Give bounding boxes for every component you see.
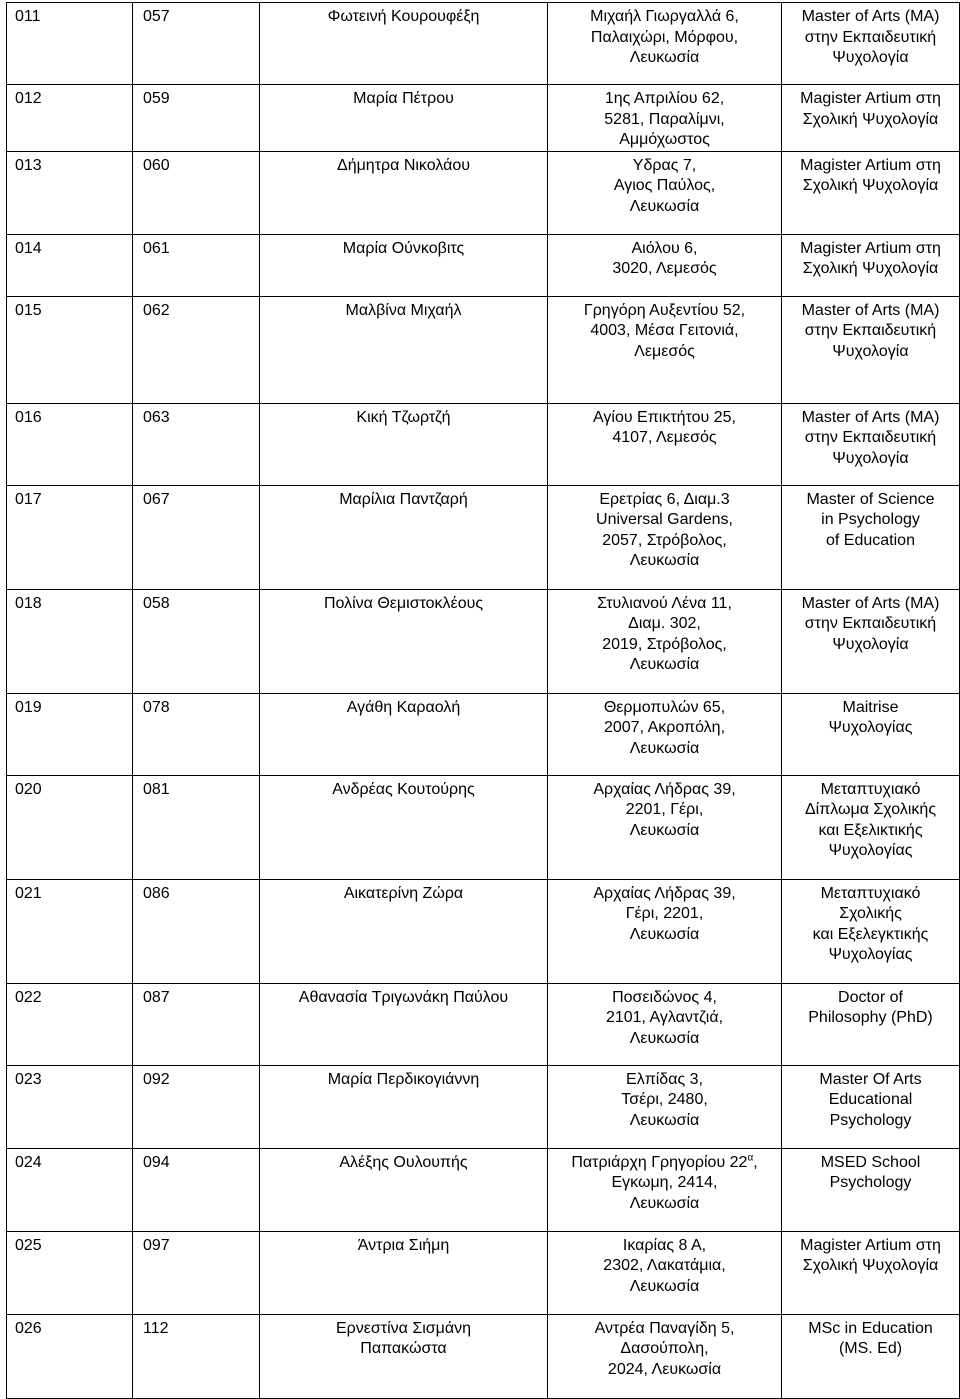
degree: MSc in Education (MS. Ed) — [782, 1314, 960, 1398]
registration-code: 097 — [133, 1231, 260, 1314]
degree: Master of Science in Psychology of Education — [782, 485, 960, 589]
registration-code: 057 — [133, 3, 260, 85]
row-number: 011 — [7, 3, 133, 85]
person-name: Μαλβίνα Μιχαήλ — [260, 296, 548, 403]
degree: Μεταπτυχιακό Σχολικής και Εξελεγκτικής Ψυχολογίας — [782, 879, 960, 983]
address: Αντρέα Παναγίδη 5, Δασούπολη, 2024, Λευκωσία — [548, 1314, 782, 1398]
address: Υδρας 7, Αγιος Παύλος, Λευκωσία — [548, 151, 782, 234]
degree: Master of Arts (MA) στην Εκπαιδευτική Ψυχολογία — [782, 589, 960, 693]
row-number: 023 — [7, 1065, 133, 1148]
person-name: Φωτεινή Κουρουφέξη — [260, 3, 548, 85]
address: Αρχαίας Λήδρας 39, 2201, Γέρι, Λευκωσία — [548, 775, 782, 879]
row-number: 012 — [7, 85, 133, 152]
address: Στυλιανού Λένα 11, Διαμ. 302, 2019, Στρόβολος, Λευκωσία — [548, 589, 782, 693]
address: Αρχαίας Λήδρας 39, Γέρι, 2201, Λευκωσία — [548, 879, 782, 983]
row-number: 013 — [7, 151, 133, 234]
row-number: 017 — [7, 485, 133, 589]
row-number: 018 — [7, 589, 133, 693]
table-row — [7, 589, 960, 693]
person-name: Μαρία Ούνκοβιτς — [260, 234, 548, 296]
registration-code: 081 — [133, 775, 260, 879]
registration-code: 087 — [133, 983, 260, 1065]
address: Ελπίδας 3, Τσέρι, 2480, Λευκωσία — [548, 1065, 782, 1148]
person-name: Μαρίλια Παντζαρή — [260, 485, 548, 589]
row-number: 021 — [7, 879, 133, 983]
row-number: 025 — [7, 1231, 133, 1314]
person-name: Δήμητρα Νικολάου — [260, 151, 548, 234]
degree: Magister Artium στη Σχολική Ψυχολογία — [782, 85, 960, 152]
row-number: 022 — [7, 983, 133, 1065]
row-number: 020 — [7, 775, 133, 879]
table-row — [7, 775, 960, 879]
table-row — [7, 983, 960, 1065]
address: Μιχαήλ Γιωργαλλά 6, Παλαιχώρι, Μόρφου, Λευκωσία — [548, 3, 782, 85]
person-name: Ανδρέας Κουτούρης — [260, 775, 548, 879]
address-street: Πατριάρχη Γρηγορίου 22 — [571, 1153, 748, 1171]
address: Ερετρίας 6, Διαμ.3 Universal Gardens, 2057, Στρόβολος, Λευκωσία — [548, 485, 782, 589]
registry-table — [6, 2, 960, 1399]
person-name: Αγάθη Καραολή — [260, 693, 548, 775]
degree: Master of Arts (MA) στην Εκπαιδευτική Ψυχολογία — [782, 3, 960, 85]
address: Αιόλου 6, 3020, Λεμεσός — [548, 234, 782, 296]
address: Θερμοπυλών 65, 2007, Ακροπόλη, Λευκωσία — [548, 693, 782, 775]
table-row — [7, 151, 960, 234]
table-row — [7, 1065, 960, 1148]
registration-code: 061 — [133, 234, 260, 296]
degree: Magister Artium στη Σχολική Ψυχολογία — [782, 1231, 960, 1314]
table-row — [7, 879, 960, 983]
person-name: Αικατερίνη Ζώρα — [260, 879, 548, 983]
person-name: Μαρία Πέτρου — [260, 85, 548, 152]
degree: Μεταπτυχιακό Δίπλωμα Σχολικής και Εξελικτικής Ψυχολογίας — [782, 775, 960, 879]
address: Ποσειδώνος 4, 2101, Αγλαντζιά, Λευκωσία — [548, 983, 782, 1065]
person-name: Ερνεστίνα Σισμάνη Παπακώστα — [260, 1314, 548, 1398]
person-name: Κική Τζωρτζή — [260, 403, 548, 485]
degree: Maitrise Ψυχολογίας — [782, 693, 960, 775]
row-number: 024 — [7, 1148, 133, 1231]
degree: Master of Arts (MA) στην Εκπαιδευτική Ψυχολογία — [782, 403, 960, 485]
person-name: Άντρια Σιήμη — [260, 1231, 548, 1314]
registration-code: 094 — [133, 1148, 260, 1231]
address: Αγίου Επικτήτου 25, 4107, Λεμεσός — [548, 403, 782, 485]
person-name: Πολίνα Θεμιστοκλέους — [260, 589, 548, 693]
registration-code: 060 — [133, 151, 260, 234]
degree: Magister Artium στη Σχολική Ψυχολογία — [782, 234, 960, 296]
registration-code: 078 — [133, 693, 260, 775]
degree: Doctor of Philosophy (PhD) — [782, 983, 960, 1065]
table-row — [7, 1314, 960, 1398]
person-name: Αλέξης Ουλουπής — [260, 1148, 548, 1231]
registration-code: 092 — [133, 1065, 260, 1148]
table-row — [7, 85, 960, 152]
address-rest: , Εγκωμη, 2414, Λευκωσία — [611, 1153, 758, 1212]
registration-code: 059 — [133, 85, 260, 152]
registration-code: 086 — [133, 879, 260, 983]
address-superscript: α — [747, 1152, 754, 1164]
table-row — [7, 1231, 960, 1314]
row-number: 016 — [7, 403, 133, 485]
row-number: 019 — [7, 693, 133, 775]
person-name: Μαρία Περδικογιάννη — [260, 1065, 548, 1148]
degree: Magister Artium στη Σχολική Ψυχολογία — [782, 151, 960, 234]
table-row — [7, 1148, 960, 1231]
row-number: 015 — [7, 296, 133, 403]
table-row — [7, 403, 960, 485]
registration-code: 067 — [133, 485, 260, 589]
registration-code: 063 — [133, 403, 260, 485]
table-row — [7, 693, 960, 775]
table-row — [7, 3, 960, 85]
table-row — [7, 485, 960, 589]
degree: Master of Arts (MA) στην Εκπαιδευτική Ψυχολογία — [782, 296, 960, 403]
registration-code: 058 — [133, 589, 260, 693]
person-name: Αθανασία Τριγωνάκη Παύλου — [260, 983, 548, 1065]
registration-code: 062 — [133, 296, 260, 403]
address: Γρηγόρη Αυξεντίου 52, 4003, Μέσα Γειτονιά, Λεμεσός — [548, 296, 782, 403]
row-number: 026 — [7, 1314, 133, 1398]
registration-code: 112 — [133, 1314, 260, 1398]
table-row — [7, 296, 960, 403]
degree: MSED School Psychology — [782, 1148, 960, 1231]
row-number: 014 — [7, 234, 133, 296]
table-row — [7, 234, 960, 296]
address: 1ης Απριλίου 62, 5281, Παραλίμνι, Αμμόχωστος — [548, 85, 782, 152]
address — [548, 1148, 782, 1231]
degree: Master Of Arts Educational Psychology — [782, 1065, 960, 1148]
address: Ικαρίας 8 Α, 2302, Λακατάμια, Λευκωσία — [548, 1231, 782, 1314]
